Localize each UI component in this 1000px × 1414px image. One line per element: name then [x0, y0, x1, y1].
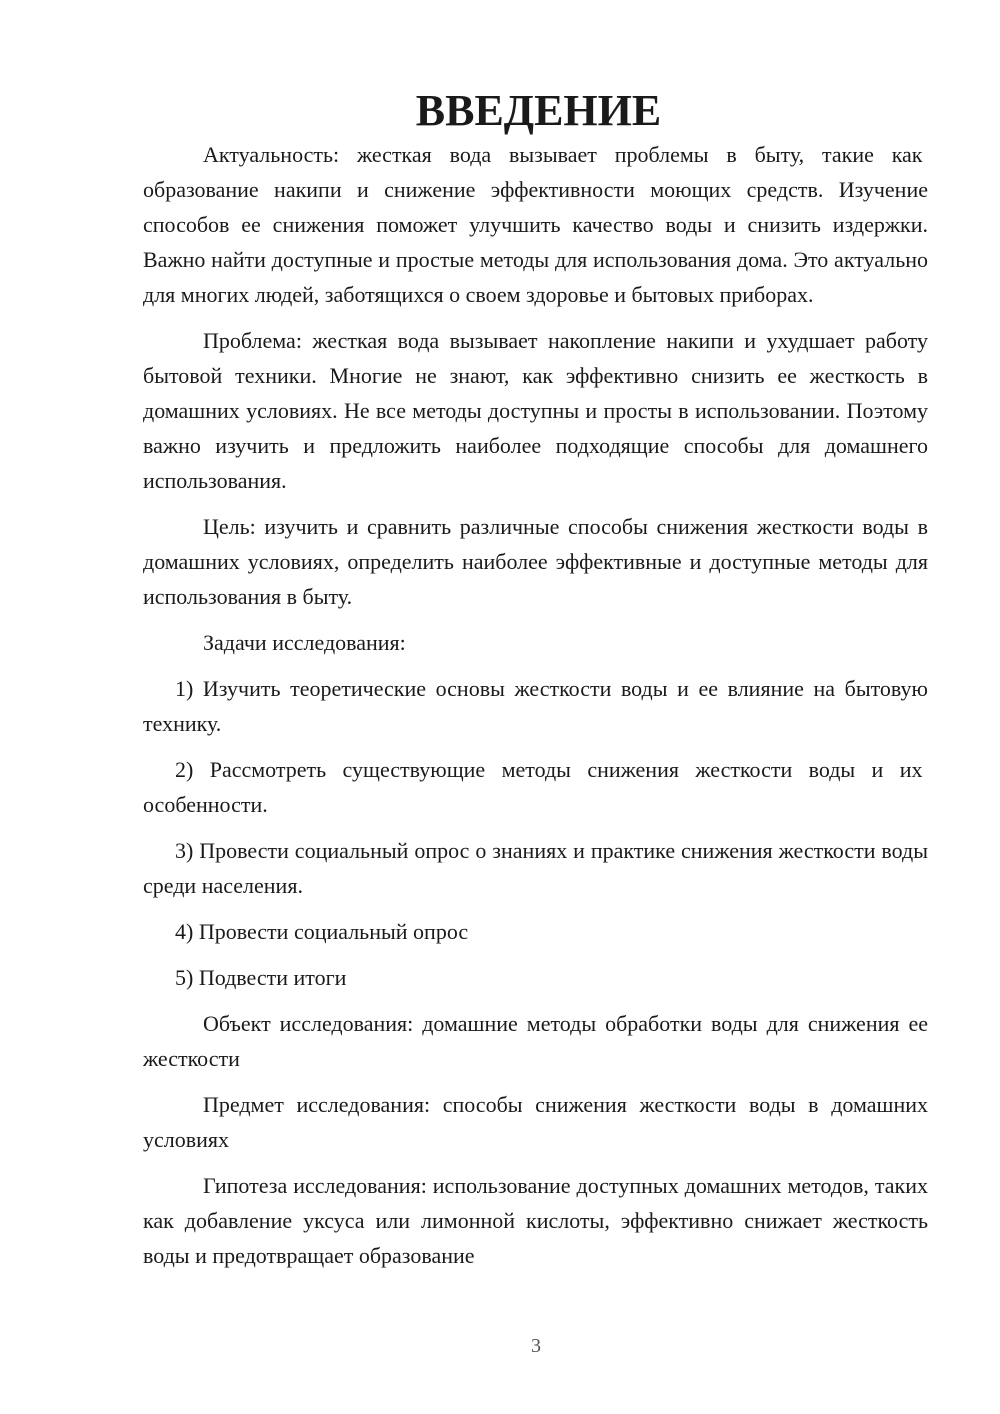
tasks-title: Задачи исследования: — [203, 630, 406, 655]
task-item-3: 3) Провести социальный опрос о знаниях и практике снижения ​жесткости воды среди населения. — [143, 838, 928, 898]
task-item-1: 1) Изучить теоретические основы жесткости воды и ее влияние на ​бытовую технику. — [143, 676, 928, 736]
page-number: 3 — [531, 1335, 541, 1357]
hypothesis-paragraph: Гипотеза исследования: использование доступных домашних ​методов, таких как добавление уксуса или лимонной кислоты, ​эффективно снижает жесткость воды и предотвращает образование — [143, 1173, 928, 1268]
relevance-paragraph: Актуальность: жесткая вода вызывает проблемы в быту, такие как ​образование накипи и снижение эффективности моющих средств. ​Изучение способов ее снижения поможет улучшить качество воды и ​снизить издержки. Важно найти доступные и простые методы для ​использования дома. Это актуально для многих людей, заботящихся о ​своем здоровье и бытовых приборах. — [143, 142, 928, 307]
problem-paragraph: Проблема: жесткая вода вызывает накопление накипи и ухудшает ​работу бытовой техники. Многие не знают, как эффективно снизить ее ​жесткость в домашних условиях. Не все методы доступны и просты в ​использовании. Поэтому важно изучить и предложить наиболее ​подходящие способы для домашнего использования. — [143, 328, 928, 493]
task-item-5: 5) Подвести итоги — [175, 965, 347, 990]
page-content — [143, 86, 928, 1273]
object-paragraph: Объект исследования: домашние методы обработки воды для ​снижения ее жесткости — [143, 1011, 928, 1071]
subject-paragraph: Предмет исследования: способы снижения жесткости воды в ​домашних условиях — [143, 1092, 928, 1152]
section-heading: ВВЕДЕНИЕ — [415, 86, 662, 135]
task-item-2: 2) Рассмотреть существующие методы снижения жесткости воды и их ​особенности. — [143, 757, 928, 817]
task-item-4: 4) Провести социальный опрос — [175, 919, 469, 944]
goal-paragraph: Цель: изучить и сравнить различные способы снижения жесткости ​воды в домашних условиях, определить наиболее эффективные и ​доступные методы для использования в быту. — [143, 514, 928, 609]
